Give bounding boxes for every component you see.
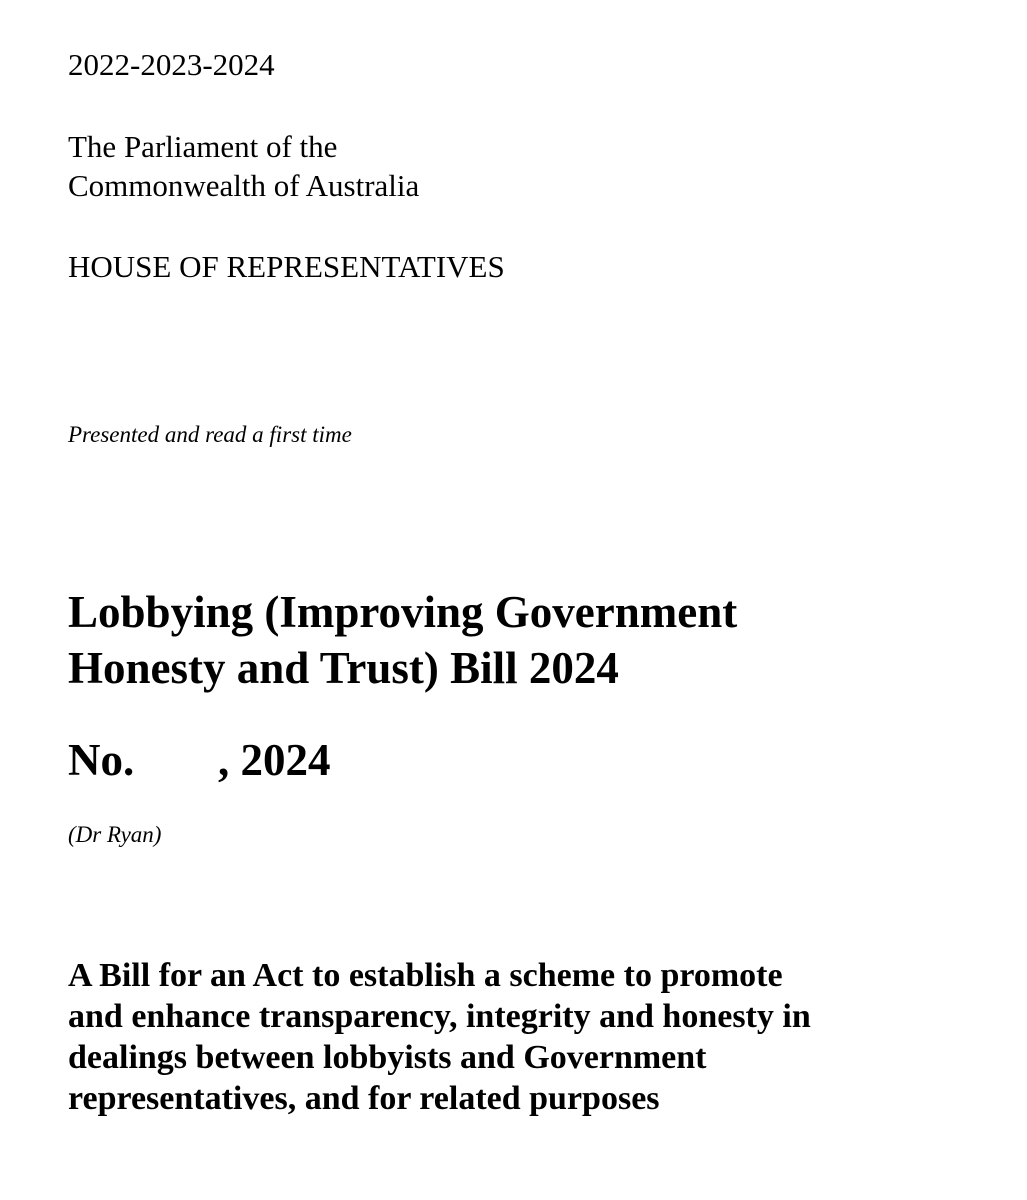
bill-number bbox=[68, 732, 331, 788]
parliament-name-line: The Parliament of the bbox=[68, 129, 338, 164]
bill-title-line: Lobbying (Improving Government bbox=[68, 587, 738, 637]
long-title-line: dealings between lobbyists and Government bbox=[68, 1039, 707, 1076]
bill-number-label: No. bbox=[68, 735, 135, 785]
parliamentary-session: 2022-2023-2024 bbox=[68, 47, 275, 82]
house-name: HOUSE OF REPRESENTATIVES bbox=[68, 249, 505, 284]
long-title-line: and enhance transparency, integrity and honesty in bbox=[68, 998, 811, 1035]
bill-number-year: , 2024 bbox=[218, 735, 331, 785]
bill-sponsor: (Dr Ryan) bbox=[68, 822, 162, 847]
parliament-name bbox=[68, 127, 419, 205]
bill-title bbox=[68, 584, 968, 696]
parliament-name-line: Commonwealth of Australia bbox=[68, 168, 420, 203]
long-title-line: representatives, and for related purposes bbox=[68, 1080, 660, 1117]
bill-long-title bbox=[68, 955, 998, 1119]
long-title-line: A Bill for an Act to establish a scheme to promote bbox=[68, 957, 783, 994]
bill-title-line: Honesty and Trust) Bill 2024 bbox=[68, 643, 619, 693]
presented-note: Presented and read a first time bbox=[68, 422, 352, 447]
